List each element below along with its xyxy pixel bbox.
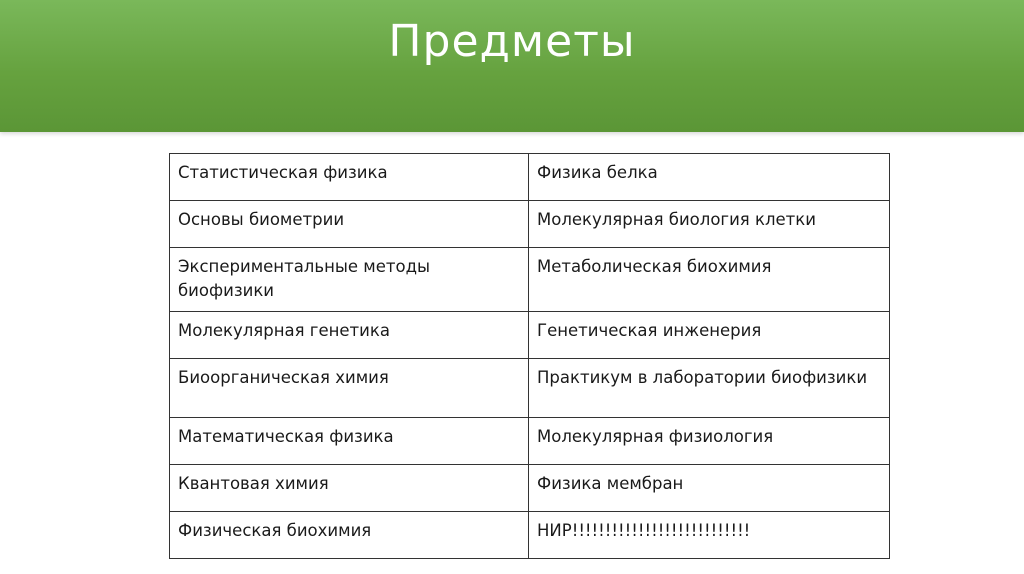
table-row <box>170 201 890 248</box>
table-cell: Статистическая физика <box>170 154 529 201</box>
table-row <box>170 418 890 465</box>
table-cell: Молекулярная биология клетки <box>529 201 890 248</box>
table-cell: Молекулярная физиология <box>529 418 890 465</box>
table-cell: Практикум в лаборатории биофизики <box>529 359 890 418</box>
slide-title: Предметы <box>388 16 636 67</box>
table-cell: Генетическая инженерия <box>529 312 890 359</box>
table-cell: Экспериментальные методы биофизики <box>170 248 529 312</box>
table-cell: Молекулярная генетика <box>170 312 529 359</box>
table-row <box>170 312 890 359</box>
table-row <box>170 154 890 201</box>
table-cell: Математическая физика <box>170 418 529 465</box>
title-bar <box>0 0 1024 132</box>
table-cell: Физическая биохимия <box>170 512 529 559</box>
table-cell: Квантовая химия <box>170 465 529 512</box>
table-row <box>170 248 890 312</box>
table-cell: НИР!!!!!!!!!!!!!!!!!!!!!!!!!!! <box>529 512 890 559</box>
table-cell: Физика белка <box>529 154 890 201</box>
table-row <box>170 465 890 512</box>
subjects-table <box>169 153 890 559</box>
table-cell: Метаболическая биохимия <box>529 248 890 312</box>
table-cell: Основы биометрии <box>170 201 529 248</box>
table-row <box>170 359 890 418</box>
table-cell: Физика мембран <box>529 465 890 512</box>
table-row <box>170 512 890 559</box>
table-cell: Биоорганическая химия <box>170 359 529 418</box>
